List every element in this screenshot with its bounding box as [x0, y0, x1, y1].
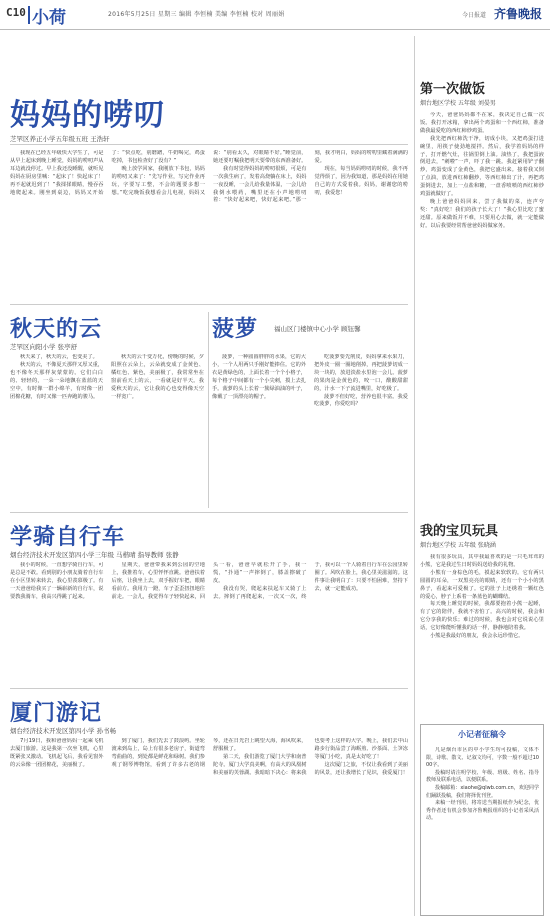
- paragraph: 菠萝，一种圆圆胖胖的水果，它的大小，一个人用两只手刚好能捧住。它的外衣是黄绿色的，上面长着一个个小格子，每个格子中间都有一个小尖刺，摸上去扎手。菠萝的头上长着一簇绿油油的叶子，像戴了一顶漂亮的帽子。: [212, 354, 306, 400]
- paragraph: 小熊是我最好的朋友，我会永远珍惜它。: [430, 633, 524, 640]
- masthead-meta: 2016年5月25日 星期三 编辑 李恒楠 美编 李恒楠 校对 周丽娟: [108, 11, 285, 18]
- paper-sub: 今日报道: [461, 12, 486, 19]
- paragraph: 我先把西红柿洗干净，切成小块，又把鸡蛋打进碗里，用筷子使劲地搅拌。然后，我学着妈妈的样子，打开燃气灶，往锅里倒上油。油热了，我把蛋液倒进去，“刺啦”一声，吓了我一跳。我赶紧用铲子翻炒，鸡蛋变成了金黄色，我把它盛出来。接着我又倒了点油，放进西红柿翻炒，等西红柿出了汁，再把鸡蛋倒进去，加上一点盐和糖，一盘香喷喷的西红柿炒鸡蛋就做好了。: [420, 135, 544, 198]
- section-rule: [10, 304, 408, 305]
- right-column-divider: [414, 36, 415, 916]
- right-article-1-byline: 烟台地区学校 五年级 刘晏男: [420, 100, 496, 107]
- paragraph: 到了厦门，我们先去了鼓浪屿。坐轮渡来到岛上，岛上有很多老房子，街道弯弯曲曲的，到处都是鲜花和绿树。我们参观了钢琴博物馆，看到了许多古老的钢琴，还在日光岩上眺望大海，海风吹来，舒服极了。: [111, 738, 307, 768]
- autumn-body: [10, 354, 204, 506]
- paragraph: 7月19日，我和爸爸妈妈一起乘飞机去厦门旅游。这是我第一次坐飞机，心里既紧张又激动。飞机起飞后，我看见窗外的云朵像一团团棉花，美丽极了。: [10, 738, 104, 768]
- right-article-2-body: [420, 554, 544, 718]
- right-article-2-byline: 烟台地区学校 五年级 张晓涵: [420, 542, 496, 549]
- right-article-1-title: 第一次做饭: [420, 82, 486, 97]
- paragraph: 我现在已经五年级快大学生了，可是从早上起床到晚上睡觉，妈妈的唠叨声从耳边就没停过。早上我还没睡醒，就听见妈妈在厨房里喊：“起床了！快起床了！再不起就迟到了！”我揉揉眼睛，慢吞吞地爬起来。刚坐到桌边，妈妈又开始了：“快点吃，别磨蹭，牛奶喝完，鸡蛋吃掉，书包检查好了没有？”: [10, 150, 205, 196]
- headline-byline: 芝罘区养正小学五年级五班 王浩轩: [10, 135, 110, 143]
- paragraph: 秋天的云千变万化，傍晚的时候，夕阳照在云朵上，云朵就变成了金黄色、橘红色、紫色，美丽极了，我常常坐在窗前看天上的云，一看就是好半天。我爱秋天的云，它让我的心也变得像天空一样宽广。: [111, 354, 204, 400]
- paragraph: 投稿时请注明学校、年级、班级、姓名、指导教师及联系电话，以便联系。: [426, 769, 539, 784]
- column-divider: [208, 312, 209, 508]
- paragraph: 小熊有一身棕色的毛，摸起来软软的。它有两只圆圆的耳朵，一双黑亮亮的眼睛，还有一个小小的黑鼻子，看起来可爱极了。它的肚子上还绣着一颗红色的爱心，脖子上系着一条蓝色的蝴蝶结。: [420, 569, 544, 600]
- paragraph: 秋天的云，不像夏天那样又厚又重，也不像冬天那样灰蒙蒙的。它们白白的、轻轻的，一朵一朵地飘在蓝蓝的天空中，有时像一群小绵羊，有时像一团团棉花糖，有时又像一匹奔跑的骏马。: [10, 361, 104, 400]
- paragraph: 菠萝不但好吃，营养也很丰富。我爱吃菠萝，你爱吃吗？: [314, 393, 408, 408]
- pineapple-title: 菠萝: [212, 316, 259, 342]
- notice-body: [426, 747, 539, 913]
- bike-title: 学骑自行车: [10, 524, 126, 550]
- bike-byline: 烟台经济技术开发区第四小学三年级 马楷晴 指导教师 张静: [10, 551, 179, 559]
- paragraph: 晚上爸爸妈妈回来，尝了我做的菜，连声夸奖：“真好吃！我们的孩子长大了！”我心里比吃了蜜还甜。原来做饭并不难，只要用心去做，就一定能做好。以后我要经常帮爸爸妈妈做家务。: [420, 198, 544, 229]
- page-number: C10: [6, 6, 26, 19]
- paragraph: 我有很多玩具，其中我最喜欢的是一只毛茸茸的小熊，它是我过生日时妈妈送给我的礼物。: [420, 554, 544, 568]
- headline-body: [10, 150, 408, 298]
- paragraph: 星期天，爸爸带我来到公园的空地上，我推着车，心里怦怦直跳。爸爸扶着后座，让我坐上去，双手握好车把，眼睛看前方。我用力一蹬，车子歪歪扭扭地往前走。一会儿，我觉得车子轻快起来，回头一看，爸爸早就松开了手，我一慌，“扑通”一声摔倒了，膝盖擦破了皮。: [111, 562, 307, 600]
- notice-title: 小记者征稿令: [458, 730, 506, 739]
- paragraph: 这次厦门之旅，不仅让我看到了美丽的风景，还让我增长了见识，我爱厦门！: [314, 761, 408, 776]
- headline-title: 妈妈的唠叨: [10, 98, 165, 133]
- section-rule: [10, 688, 408, 689]
- pineapple-byline: 福山区门楼镇中心小学 顾钰馨: [274, 325, 361, 333]
- paragraph: 吃菠萝要先削皮，妈妈拿来水果刀，把外皮一圈一圈地削掉，再把菠萝切成一块一块的，放进淡盐水里泡一会儿。菠萝的果肉是金黄色的，咬一口，酸酸甜甜的，汁水一下子流进嘴里，好吃极了。: [314, 354, 408, 392]
- xiamen-byline: 烟台经济技术开发区第四小学 孙书畅: [10, 727, 117, 735]
- paragraph: 现在，每当妈妈唠叨的时候，我不再觉得烦了，因为我知道，那是妈妈在用她自己的方式爱着我。妈妈，谢谢您的唠叨，我爱您！: [314, 165, 408, 196]
- autumn-byline: 芝罘区向阳小学 张亭舒: [10, 343, 78, 351]
- bike-body: [10, 562, 408, 682]
- paragraph: 今天，爸爸妈妈都不在家，我决定自己做一次饭。我打开冰箱，拿出两个鸡蛋和一个西红柿，准备做我最爱吃的西红柿炒鸡蛋。: [420, 112, 544, 134]
- masthead: [0, 0, 550, 30]
- paragraph: 秋天来了，秋天的云，也变美了。: [20, 354, 98, 360]
- headline-rule: [10, 144, 408, 145]
- right-article-1-body: [420, 112, 544, 512]
- section-name: 小荷: [32, 3, 66, 28]
- submission-notice-box: [420, 724, 544, 916]
- pineapple-body: [212, 354, 408, 506]
- xiamen-title: 厦门游记: [10, 700, 103, 726]
- paragraph: 我小的时候，一直想学骑自行车，可是总是不敢。看到别的小朋友骑着自行车在小区里转来转去，我心里羡慕极了。有一天爸爸给我买了一辆崭新的自行车，说要教我骑车，我高兴得跳了起来。: [10, 562, 104, 600]
- paragraph: 投稿邮箱：xiaohe@qlwb.com.cn，欢迎同学们踊跃投稿，我们将择优刊登。: [426, 784, 539, 799]
- paragraph: 我有时觉得妈妈的唠叨很烦，可是有一次我生病了，发着高烧躺在床上，妈妈一夜没睡，一会儿给我量体温，一会儿给我倒水喂药，嘴里还在小声地唠叨着：“快好起来吧，快好起来吧。”那一刻，我才明白，妈妈的唠叨里藏着满满的爱。: [213, 150, 408, 204]
- autumn-title: 秋天的云: [10, 316, 103, 342]
- paragraph: 每天晚上睡觉的时候，我都要抱着小熊一起睡，有了它的陪伴，我就不害怕了。高兴的时候，我会和它分享我的快乐；难过的时候，我也会对它说说心里话，它好像能听懂我的话一样，静静地陪着我。: [420, 601, 544, 632]
- paper-logo: 齐鲁晚报: [493, 7, 542, 21]
- paragraph: 来稿一经刊用，将寄送当期报纸作为纪念，优秀作者还有机会参加齐鲁晚报组织的小记者采风活动。: [426, 800, 539, 822]
- right-article-2-title: 我的宝贝玩具: [420, 524, 499, 539]
- paragraph: 凡是烟台市区的中小学生均可投稿，文体不限，诗歌、散文、记叙文均可，字数一般不超过1000字。: [426, 747, 539, 769]
- section-rule: [10, 512, 408, 513]
- paragraph: 晚上放学回家，我刚放下书包，妈妈的唠叨又来了：“先写作业，写完作业再玩，字要写工整，不会的题要多想一想。”吃完晚饭我想看会儿电视，妈妈又说：“别看太久，对眼睛不好。”睡觉前，她还要叮嘱我把明天要带的东西准备好。: [111, 150, 307, 196]
- paragraph: 第二天，我们游览了厦门大学和南普陀寺。厦门大学真美啊，有高大的凤凰树和美丽的芙蓉湖。我暗暗下决心：将来我也要考上这样的大学。晚上，我们去中山路步行街品尝了海蛎煎、沙茶面、土笋冻等厦门小吃，真是太好吃了！: [213, 738, 408, 776]
- xiamen-body: [10, 738, 408, 916]
- paragraph: 我没有哭，爬起来扶起车又骑了上去。摔倒了再爬起来，一次又一次，终于，我可以一个人骑着自行车在公园里转圈了。风吹在脸上，我心里美滋滋的。这件事让我明白了：只要不怕困难，坚持下去，就一定能成功。: [213, 562, 408, 600]
